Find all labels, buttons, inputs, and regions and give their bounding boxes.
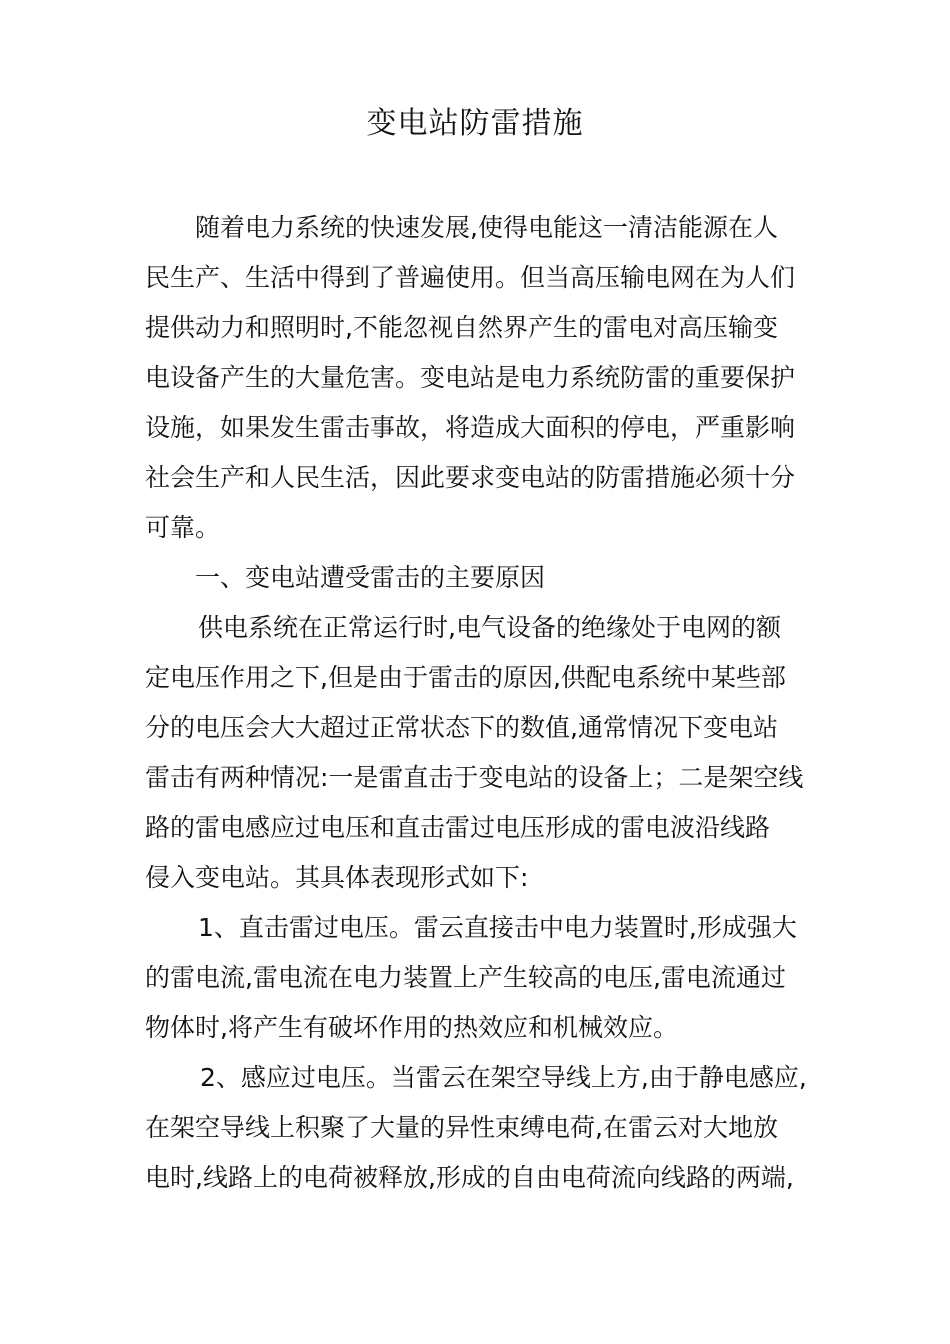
paragraph-line: 社会生产和人民生活，因此要求变电站的防雷措施必须十分: [145, 463, 796, 492]
paragraph-line: 电设备产生的大量危害。变电站是电力系统防雷的重要保护: [145, 363, 796, 392]
paragraph-line: 路的雷电感应过电压和直击雷过电压形成的雷电波沿线路: [145, 813, 771, 842]
section-heading: 一、变电站遭受雷击的主要原因: [195, 563, 546, 592]
paragraph-line: 侵入变电站。其具体表现形式如下:: [145, 863, 529, 892]
paragraph-line: 物体时,将产生有破坏作用的热效应和机械效应。: [145, 1013, 678, 1042]
paragraph-line: 分的电压会大大超过正常状态下的数值,通常情况下变电站: [145, 713, 778, 742]
list-item-line: 1、直击雷过电压。雷云直接击中电力装置时,形成强大: [198, 913, 797, 942]
paragraph-line: 电时,线路上的电荷被释放,形成的自由电荷流向线路的两端,: [145, 1163, 794, 1192]
paragraph-line: 可靠。: [145, 513, 221, 542]
paragraph-line: 设施，如果发生雷击事故，将造成大面积的停电，严重影响: [145, 413, 796, 442]
paragraph-line: 供电系统在正常运行时,电气设备的绝缘处于电网的额: [198, 613, 781, 642]
paragraph-line: 定电压作用之下,但是由于雷击的原因,供配电系统中某些部: [145, 663, 786, 692]
paragraph-line: 民生产、生活中得到了普遍使用。但当高压输电网在为人们: [145, 263, 796, 292]
document-title: 变电站防雷措施: [366, 106, 584, 141]
paragraph-line: 在架空导线上积聚了大量的异性束缚电荷,在雷云对大地放: [145, 1113, 778, 1142]
paragraph-line: 雷击有两种情况:一是雷直击于变电站的设备上；二是架空线: [145, 763, 804, 792]
paragraph-line: 提供动力和照明时,不能忽视自然界产生的雷电对高压输变: [145, 313, 778, 342]
paragraph-line: 的雷电流,雷电流在电力装置上产生较高的电压,雷电流通过: [145, 963, 786, 992]
list-item-line: 2、感应过电压。当雷云在架空导线上方,由于静电感应,: [200, 1063, 807, 1092]
paragraph-line: 随着电力系统的快速发展,使得电能这一清洁能源在人: [195, 213, 778, 242]
